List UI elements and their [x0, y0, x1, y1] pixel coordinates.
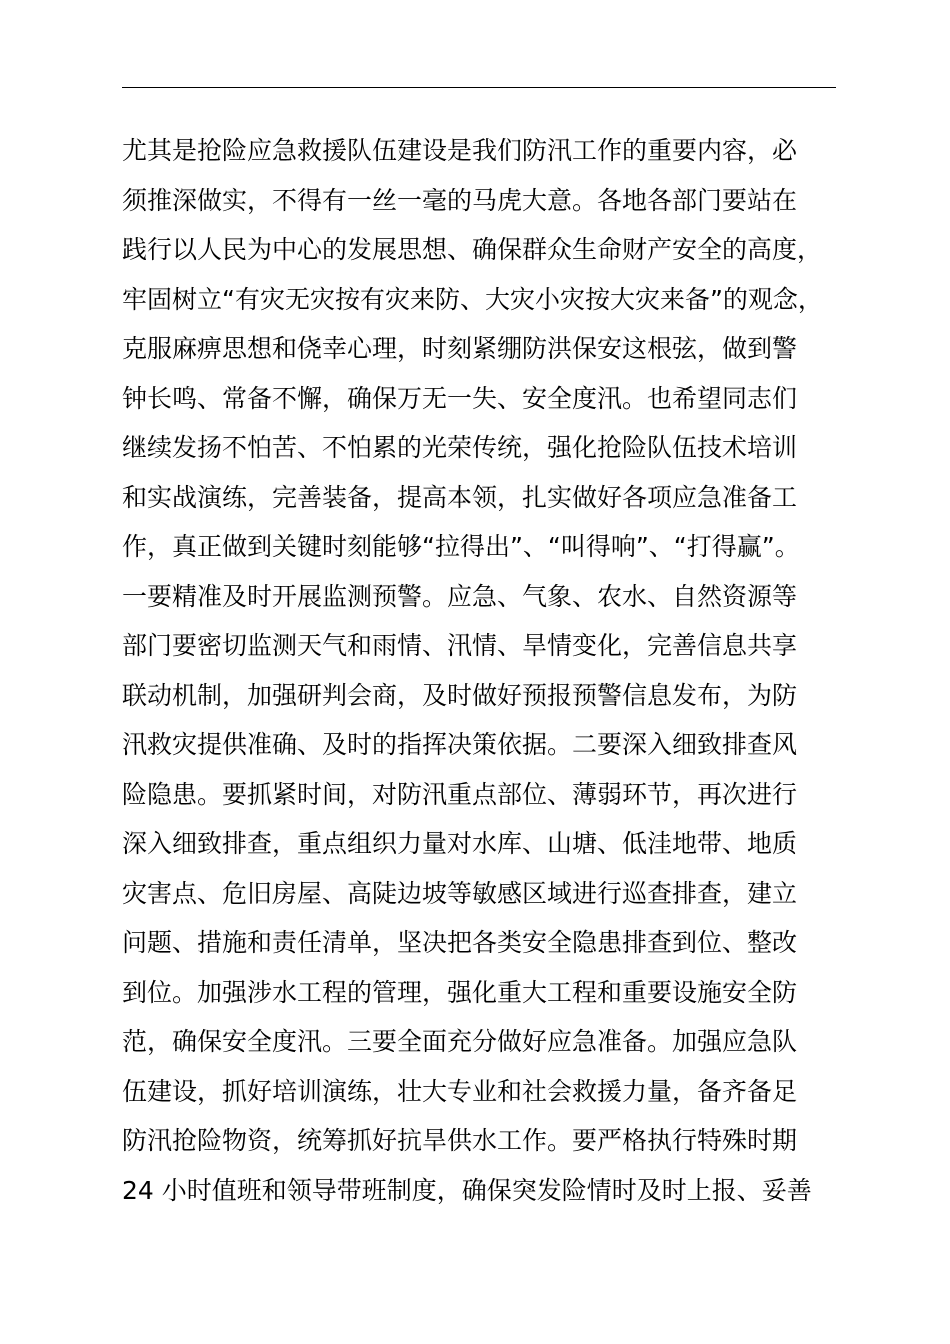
body-paragraph: [122, 126, 862, 1215]
text-line: 牢固树立“有灾无灾按有灾来防、大灾小灾按大灾来备”的观念，: [122, 284, 823, 314]
text-line: 继续发扬不怕苦、不怕累的光荣传统，强化抢险队伍技术培训: [122, 433, 798, 462]
text-line: 深入细致排查，重点组织力量对水库、山塘、低洼地带、地质: [122, 829, 798, 858]
text-line: 到位。加强涉水工程的管理，强化重大工程和重要设施安全防: [122, 977, 798, 1007]
text-line: 联动机制，加强研判会商，及时做好预报预警信息发布，为防: [122, 680, 798, 710]
text-line: 24 小时值班和领导带班制度，确保突发险情时及时上报、妥善: [122, 1175, 812, 1205]
text-line: 和实战演练，完善装备，提高本领，扎实做好各项应急准备工: [122, 482, 798, 512]
text-line: 范，确保安全度汛。三要全面充分做好应急准备。加强应急队: [122, 1027, 798, 1056]
text-line: 践行以人民为中心的发展思想、确保群众生命财产安全的高度，: [122, 235, 823, 264]
text-line: 问题、措施和责任清单，坚决把各类安全隐患排查到位、整改: [122, 928, 798, 957]
text-line: 尤其是抢险应急救援队伍建设是我们防汛工作的重要内容，必: [122, 136, 798, 165]
text-line: 须推深做实，不得有一丝一毫的马虎大意。各地各部门要站在: [122, 185, 798, 215]
text-line: 克服麻痹思想和侥幸心理，时刻紧绷防洪保安这根弦，做到警: [122, 334, 798, 363]
text-line: 防汛抢险物资，统筹抓好抗旱供水工作。要严格执行特殊时期: [122, 1126, 798, 1155]
text-line: 部门要密切监测天气和雨情、汛情、旱情变化，完善信息共享: [122, 631, 798, 660]
text-line: 一要精准及时开展监测预警。应急、气象、农水、自然资源等: [122, 581, 798, 611]
text-line: 作，真正做到关键时刻能够“拉得出”、“叫得响”、“打得赢”。: [122, 532, 800, 561]
text-line: 灾害点、危旧房屋、高陡边坡等敏感区域进行巡查排查，建立: [122, 878, 798, 908]
text-line: 汛救灾提供准确、及时的指挥决策依据。二要深入细致排查风: [122, 730, 798, 759]
text-line: 伍建设，抓好培训演练，壮大专业和社会救援力量，备齐备足: [122, 1076, 798, 1106]
text-line: 钟长鸣、常备不懈，确保万无一失、安全度汛。也希望同志们: [122, 383, 798, 413]
header-rule: [122, 87, 836, 88]
text-line: 险隐患。要抓紧时间，对防汛重点部位、薄弱环节，再次进行: [122, 779, 798, 809]
